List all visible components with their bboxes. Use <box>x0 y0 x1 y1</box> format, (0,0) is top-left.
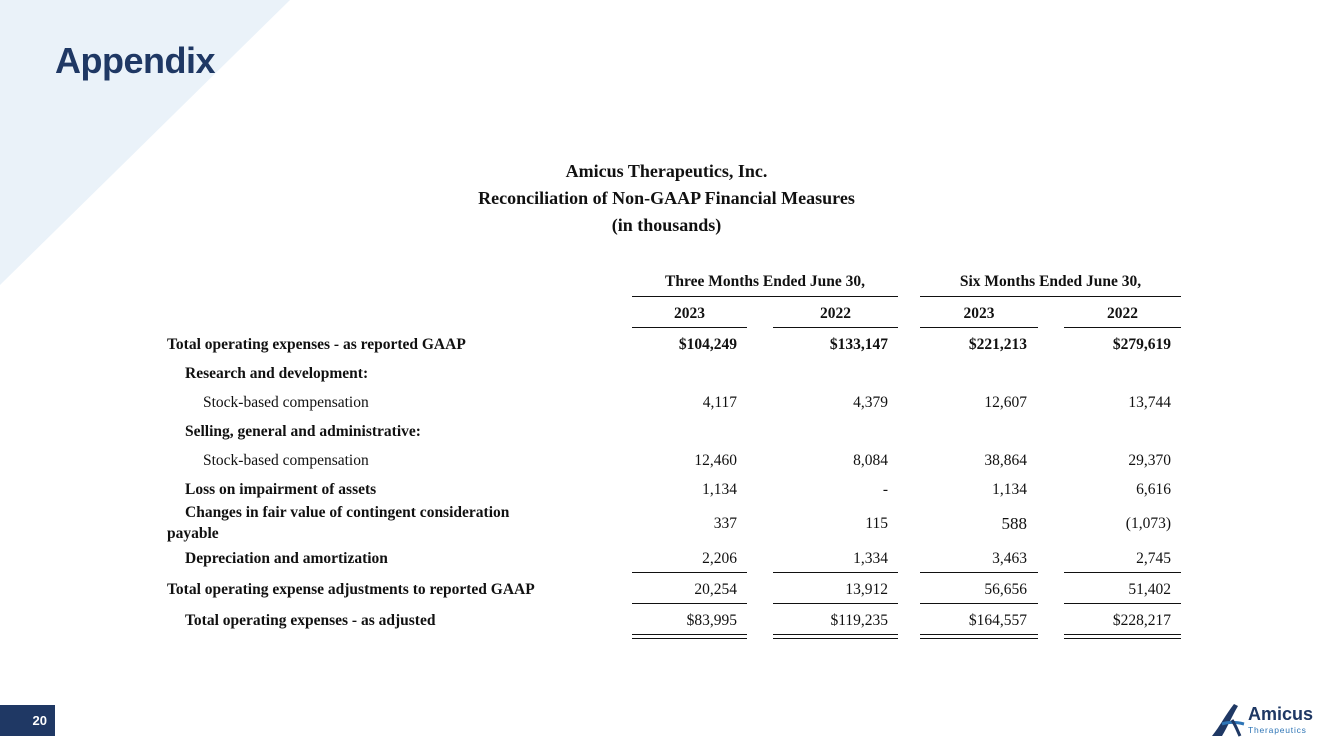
year-header: 2022 <box>820 305 851 322</box>
year-underline <box>773 327 898 328</box>
period-underline <box>632 296 898 297</box>
table-cell: 2,206 <box>702 550 737 567</box>
table-heading <box>0 158 1333 239</box>
table-cell: 115 <box>865 515 888 532</box>
year-underline <box>632 327 747 328</box>
table-cell: 3,463 <box>992 550 1027 567</box>
table-cell: 8,084 <box>853 452 888 469</box>
logo-tagline: Therapeutics <box>1248 725 1307 735</box>
year-underline <box>920 327 1038 328</box>
row-label-research-development: Research and development: <box>185 365 369 382</box>
table-cell: $104,249 <box>678 336 737 353</box>
row-label-impairment: Loss on impairment of assets <box>185 481 377 498</box>
company-logo <box>1208 700 1323 740</box>
year-header: 2023 <box>674 305 705 322</box>
row-label-stock-comp-rd: Stock-based compensation <box>203 394 369 411</box>
row-label-total-opex-gaap: Total operating expenses - as reported GAAP <box>167 336 466 353</box>
table-cell: 12,607 <box>984 394 1027 411</box>
table-cell: 38,864 <box>984 452 1027 469</box>
table-cell: (1,073) <box>1125 515 1171 532</box>
total-double-rule <box>920 634 1038 639</box>
subtotal-rule <box>1064 603 1181 604</box>
table-cell: 51,402 <box>1128 581 1171 598</box>
page-number: 20 <box>0 705 55 736</box>
company-name: Amicus Therapeutics, Inc. <box>565 161 768 181</box>
period-header-three-months: Three Months Ended June 30, <box>665 273 865 290</box>
table-cell: 4,117 <box>702 394 737 411</box>
year-header: 2022 <box>1107 305 1138 322</box>
table-subtitle: Reconciliation of Non-GAAP Financial Measures <box>478 188 855 208</box>
table-cell: $228,217 <box>1112 612 1171 629</box>
period-underline <box>920 296 1181 297</box>
table-cell: 6,616 <box>1136 481 1171 498</box>
table-cell: 1,134 <box>992 481 1027 498</box>
table-cell: 337 <box>713 515 737 532</box>
table-cell: 56,656 <box>984 581 1027 598</box>
row-label-depreciation: Depreciation and amortization <box>185 550 388 567</box>
logo-wordmark: Amicus <box>1248 704 1314 724</box>
table-cell: 2,745 <box>1136 550 1171 567</box>
table-cell: 1,334 <box>853 550 888 567</box>
table-cell: 13,744 <box>1128 394 1171 411</box>
table-cell: 13,912 <box>845 581 888 598</box>
table-cell: $119,235 <box>830 612 888 629</box>
table-cell: 20,254 <box>694 581 737 598</box>
subtotal-rule <box>920 572 1038 573</box>
total-double-rule <box>773 634 898 639</box>
total-double-rule <box>1064 634 1181 639</box>
table-cell: 12,460 <box>694 452 737 469</box>
subtotal-rule <box>773 572 898 573</box>
table-cell: $279,619 <box>1112 336 1171 353</box>
row-label-total-opex-adjusted: Total operating expenses - as adjusted <box>185 612 436 629</box>
year-underline <box>1064 327 1181 328</box>
table-units: (in thousands) <box>611 215 722 235</box>
table-cell: 4,379 <box>853 394 888 411</box>
table-cell: 588 <box>1001 514 1027 533</box>
table-cell: $164,557 <box>968 612 1027 629</box>
subtotal-rule <box>920 603 1038 604</box>
table-cell: - <box>882 481 888 498</box>
amicus-logo-icon <box>1208 700 1248 740</box>
row-label-contingent-consideration: Changes in fair value of contingent consideration <box>185 504 510 521</box>
period-header-six-months: Six Months Ended June 30, <box>959 273 1142 290</box>
table-cell: 29,370 <box>1128 452 1171 469</box>
table-cell: $221,213 <box>968 336 1027 353</box>
row-label-sga: Selling, general and administrative: <box>185 423 421 440</box>
row-label-contingent-consideration-cont: payable <box>167 525 219 542</box>
table-cell: $133,147 <box>829 336 888 353</box>
year-header: 2023 <box>963 305 995 322</box>
subtotal-rule <box>632 572 747 573</box>
subtotal-rule <box>1064 572 1181 573</box>
table-cell: 1,134 <box>702 481 737 498</box>
row-label-stock-comp-sga: Stock-based compensation <box>203 452 369 469</box>
subtotal-rule <box>773 603 898 604</box>
subtotal-rule <box>632 603 747 604</box>
table-cell: $83,995 <box>686 612 737 629</box>
row-label-total-adjustments: Total operating expense adjustments to reported GAAP <box>167 581 535 598</box>
page-title: Appendix <box>55 40 216 81</box>
total-double-rule <box>632 634 747 639</box>
